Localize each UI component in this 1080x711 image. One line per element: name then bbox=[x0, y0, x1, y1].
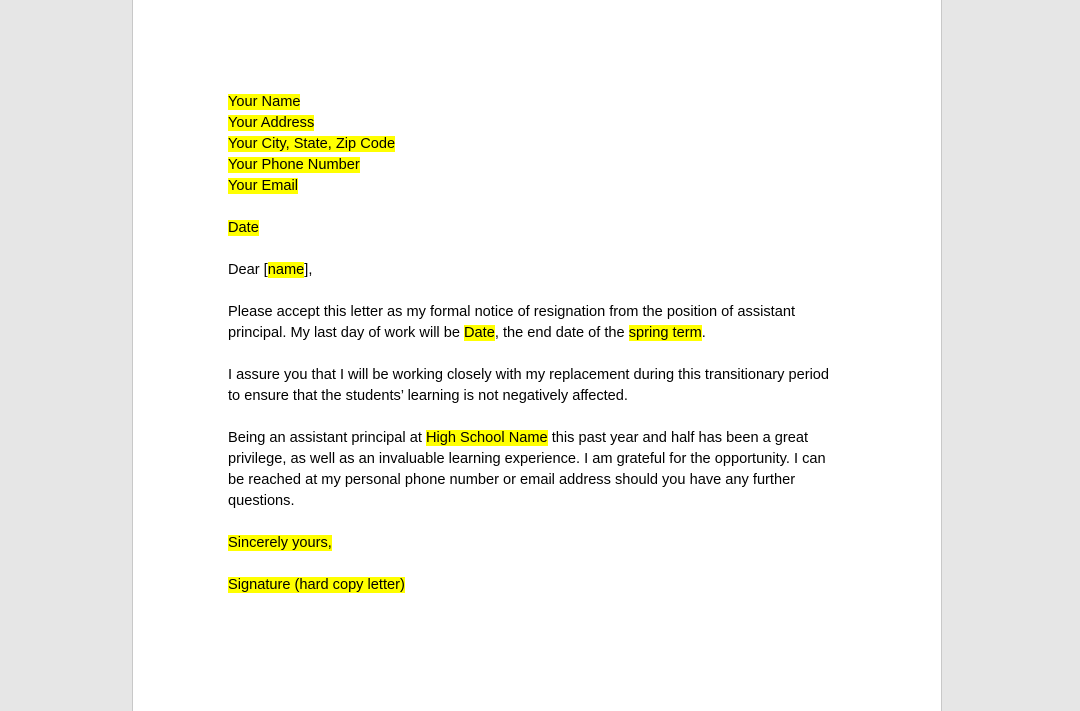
sender-block-line bbox=[228, 113, 858, 134]
paragraph-3-text: privilege, as well as an invaluable learning experience. I am grateful for the opportunity. I can bbox=[228, 451, 826, 467]
blank-line bbox=[228, 197, 858, 218]
paragraph-3-line bbox=[228, 470, 858, 491]
paragraph-1-text: principal. My last day of work will be bbox=[228, 325, 465, 341]
salutation-suffix: ], bbox=[304, 262, 313, 278]
signature: Signature (hard copy letter) bbox=[228, 577, 405, 593]
blank-line bbox=[228, 554, 858, 575]
paragraph-1-line bbox=[228, 302, 858, 323]
paragraph-1-text: . bbox=[701, 325, 706, 341]
paragraph-2-line bbox=[228, 386, 858, 407]
paragraph-3-text: this past year and half has been a great bbox=[547, 430, 809, 446]
last-day-date: Date bbox=[464, 325, 495, 341]
blank-line bbox=[228, 407, 858, 428]
sender-block-line bbox=[228, 176, 858, 197]
blank-line bbox=[228, 512, 858, 533]
paragraph-2-text: I assure you that I will be working closely with my replacement during this transitionary period bbox=[228, 367, 830, 383]
sender-phone: Your Phone Number bbox=[228, 157, 360, 173]
sender-city-state-zip: Your City, State, Zip Code bbox=[228, 136, 396, 152]
paragraph-3-line bbox=[228, 428, 858, 449]
paragraph-2-text: to ensure that the students’ learning is not negatively affected. bbox=[228, 388, 628, 404]
date-line bbox=[228, 218, 858, 239]
closing: Sincerely yours, bbox=[228, 535, 332, 551]
recipient-name: name bbox=[267, 262, 305, 278]
salutation-prefix: Dear [ bbox=[228, 262, 268, 278]
sender-email: Your Email bbox=[228, 178, 299, 194]
sender-address: Your Address bbox=[228, 115, 315, 131]
term-name: spring term bbox=[628, 325, 702, 341]
paragraph-3-text: be reached at my personal phone number or email address should you have any further bbox=[228, 472, 796, 488]
signature-line bbox=[228, 575, 858, 596]
paragraph-3-line bbox=[228, 449, 858, 470]
paragraph-1-text: , the end date of the bbox=[494, 325, 629, 341]
blank-line bbox=[228, 281, 858, 302]
paragraph-2-line bbox=[228, 365, 858, 386]
sender-block-line bbox=[228, 155, 858, 176]
letter-body bbox=[228, 92, 858, 596]
school-name: High School Name bbox=[425, 430, 548, 446]
blank-line bbox=[228, 239, 858, 260]
paragraph-3-text: Being an assistant principal at bbox=[228, 430, 426, 446]
blank-line bbox=[228, 344, 858, 365]
salutation bbox=[228, 260, 858, 281]
paragraph-3-line bbox=[228, 491, 858, 512]
paragraph-3-text: questions. bbox=[228, 493, 295, 509]
sender-block-line bbox=[228, 134, 858, 155]
paragraph-1-text: Please accept this letter as my formal notice of resignation from the position of assistant bbox=[228, 304, 795, 320]
document-page[interactable] bbox=[132, 0, 942, 711]
closing-line bbox=[228, 533, 858, 554]
paragraph-1-line bbox=[228, 323, 858, 344]
sender-block-line bbox=[228, 92, 858, 113]
letter-date: Date bbox=[228, 220, 259, 236]
sender-name: Your Name bbox=[228, 94, 301, 110]
